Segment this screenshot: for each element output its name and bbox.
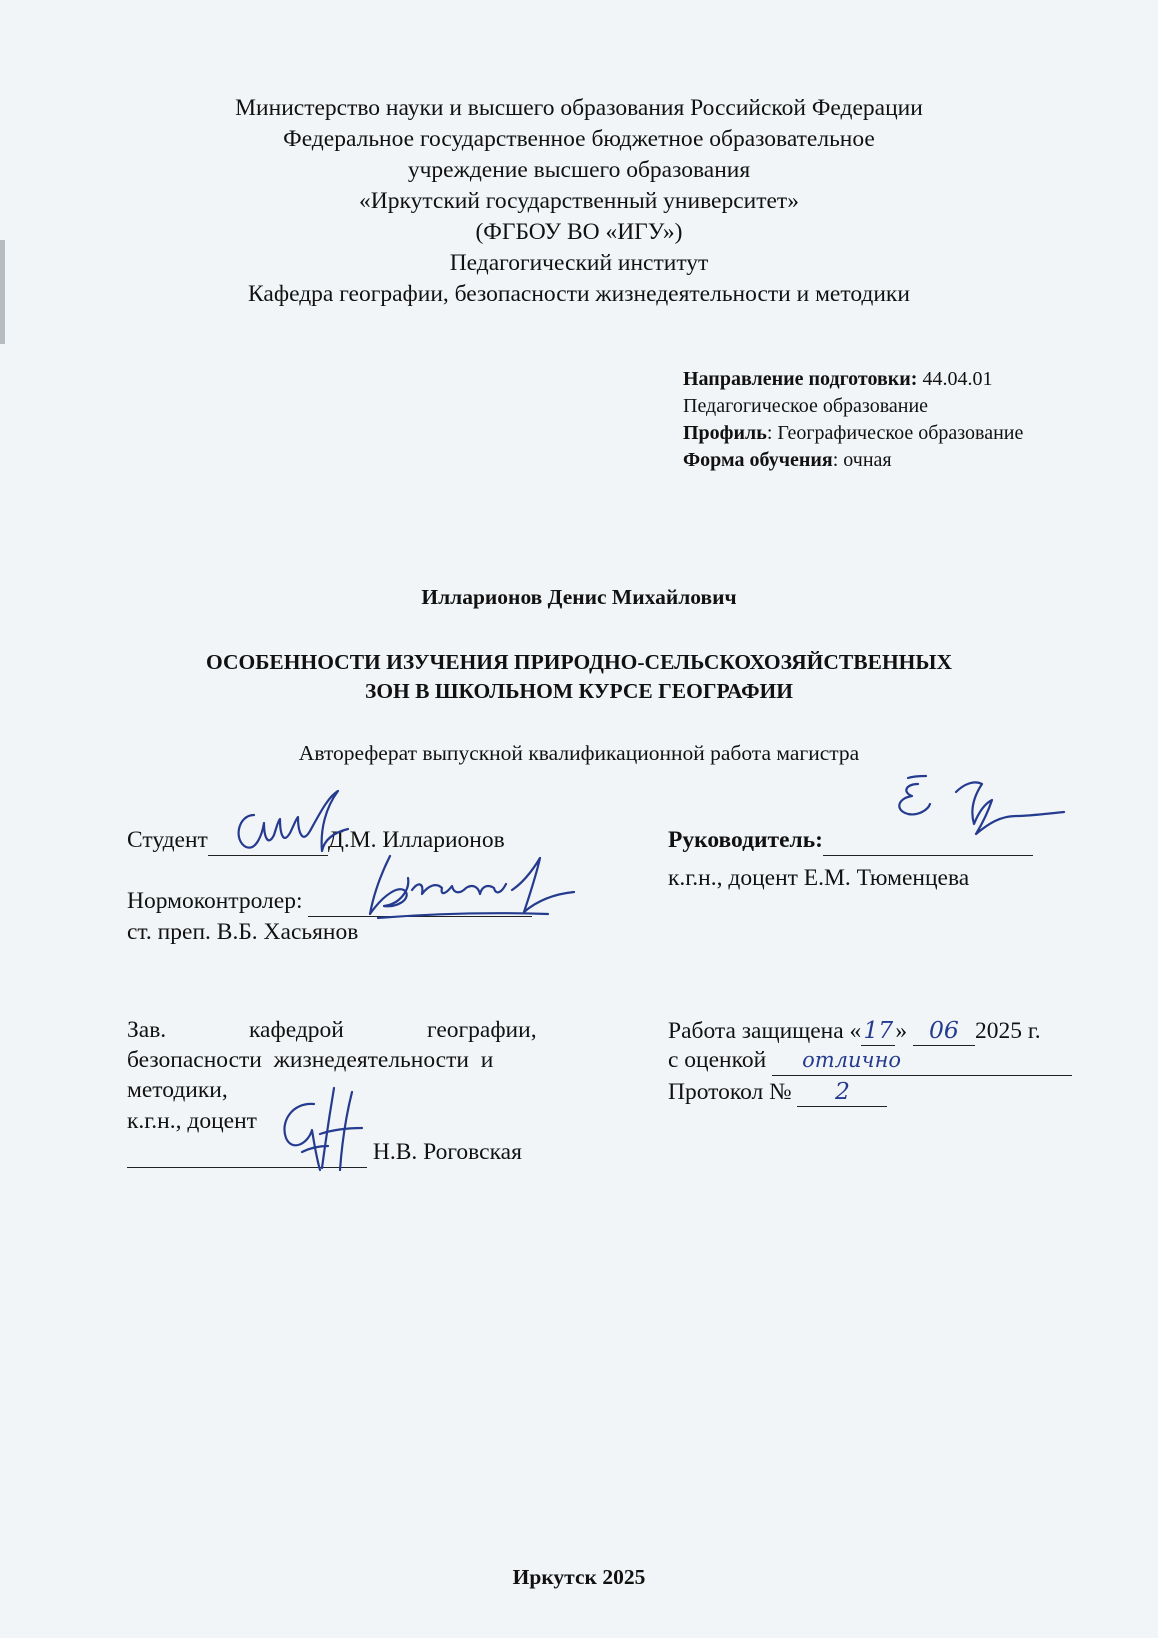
institution-line-1: Федеральное государственное бюджетное образовательное: [283, 126, 875, 152]
study-form-value: : очная: [832, 449, 892, 471]
head-label-line-1: [127, 1015, 166, 1045]
head-signature-icon: [262, 1082, 382, 1182]
direction-line: [683, 366, 992, 393]
student-label: Студент: [127, 827, 208, 853]
head-label-line-4: к.г.н., доцент: [127, 1108, 257, 1134]
thesis-title-line-1: ОСОБЕННОСТИ ИЗУЧЕНИЯ ПРИРОДНО-СЕЛЬСКОХОЗЯЙСТВЕННЫХ: [205, 650, 953, 674]
head-label-word-2: кафедрой: [249, 1017, 344, 1043]
ministry-line: Министерство науки и высшего образования Российской Федерации: [235, 95, 923, 121]
direction-name: Педагогическое образование: [683, 395, 929, 417]
direction-code: 44.04.01: [917, 368, 993, 390]
protocol-line: [668, 1076, 887, 1107]
footer-city-year: Иркутск 2025: [512, 1565, 646, 1589]
student-name: Д.М. Илларионов: [327, 827, 505, 853]
head-name: Н.В. Роговская: [372, 1139, 522, 1165]
protocol-number: 2: [797, 1076, 887, 1107]
defense-month: 06: [913, 1015, 975, 1046]
study-form-line: [683, 447, 892, 474]
university-name: «Иркутский государственный университет»: [359, 188, 799, 214]
profile-label: Профиль: [683, 422, 767, 444]
normcontrol-signature-icon: [348, 848, 578, 933]
defense-day: 17: [861, 1015, 895, 1046]
normcontrol-label: Нормоконтролер:: [127, 888, 303, 914]
head-label-line-2: безопасности жизнедеятельности и: [127, 1047, 494, 1073]
direction-label: Направление подготовки:: [683, 368, 918, 390]
document-subtitle: Автореферат выпускной квалификационной работа магистра: [298, 741, 860, 765]
university-abbr: (ФГБОУ ВО «ИГУ»): [475, 219, 683, 245]
profile-line: [683, 420, 1023, 447]
defense-date-line: [668, 1015, 1041, 1046]
protocol-label: Протокол №: [668, 1079, 792, 1105]
defense-year: 2025 г.: [974, 1018, 1041, 1044]
head-label-word-1: Зав.: [127, 1017, 167, 1043]
grade-label: с оценкой: [668, 1047, 767, 1073]
protected-label: Работа защищена «: [668, 1018, 862, 1044]
department-name: Кафедра географии, безопасности жизнедеятельности и методики: [248, 281, 910, 307]
head-label-line-3: методики,: [127, 1077, 228, 1103]
supervisor-signature-icon: [878, 770, 1068, 860]
author-name: Илларионов Денис Михайлович: [421, 585, 737, 609]
normcontrol-info: ст. преп. В.Б. Хасьянов: [127, 919, 359, 945]
profile-value: : Географическое образование: [766, 422, 1024, 444]
supervisor-info: к.г.н., доцент Е.М. Тюменцева: [668, 865, 970, 891]
institution-line-2: учреждение высшего образования: [407, 157, 751, 183]
grade-line: [668, 1045, 1072, 1076]
study-form-label: Форма обучения: [683, 449, 833, 471]
quote-close: »: [895, 1018, 908, 1044]
head-label-word-3: географии,: [427, 1017, 537, 1043]
thesis-title-line-2: ЗОН В ШКОЛЬНОМ КУРСЕ ГЕОГРАФИИ: [364, 679, 794, 703]
grade-value: отлично: [772, 1045, 1072, 1076]
student-signature-icon: [228, 785, 358, 865]
institute-name: Педагогический институт: [449, 250, 709, 276]
supervisor-label: Руководитель:: [668, 827, 823, 853]
